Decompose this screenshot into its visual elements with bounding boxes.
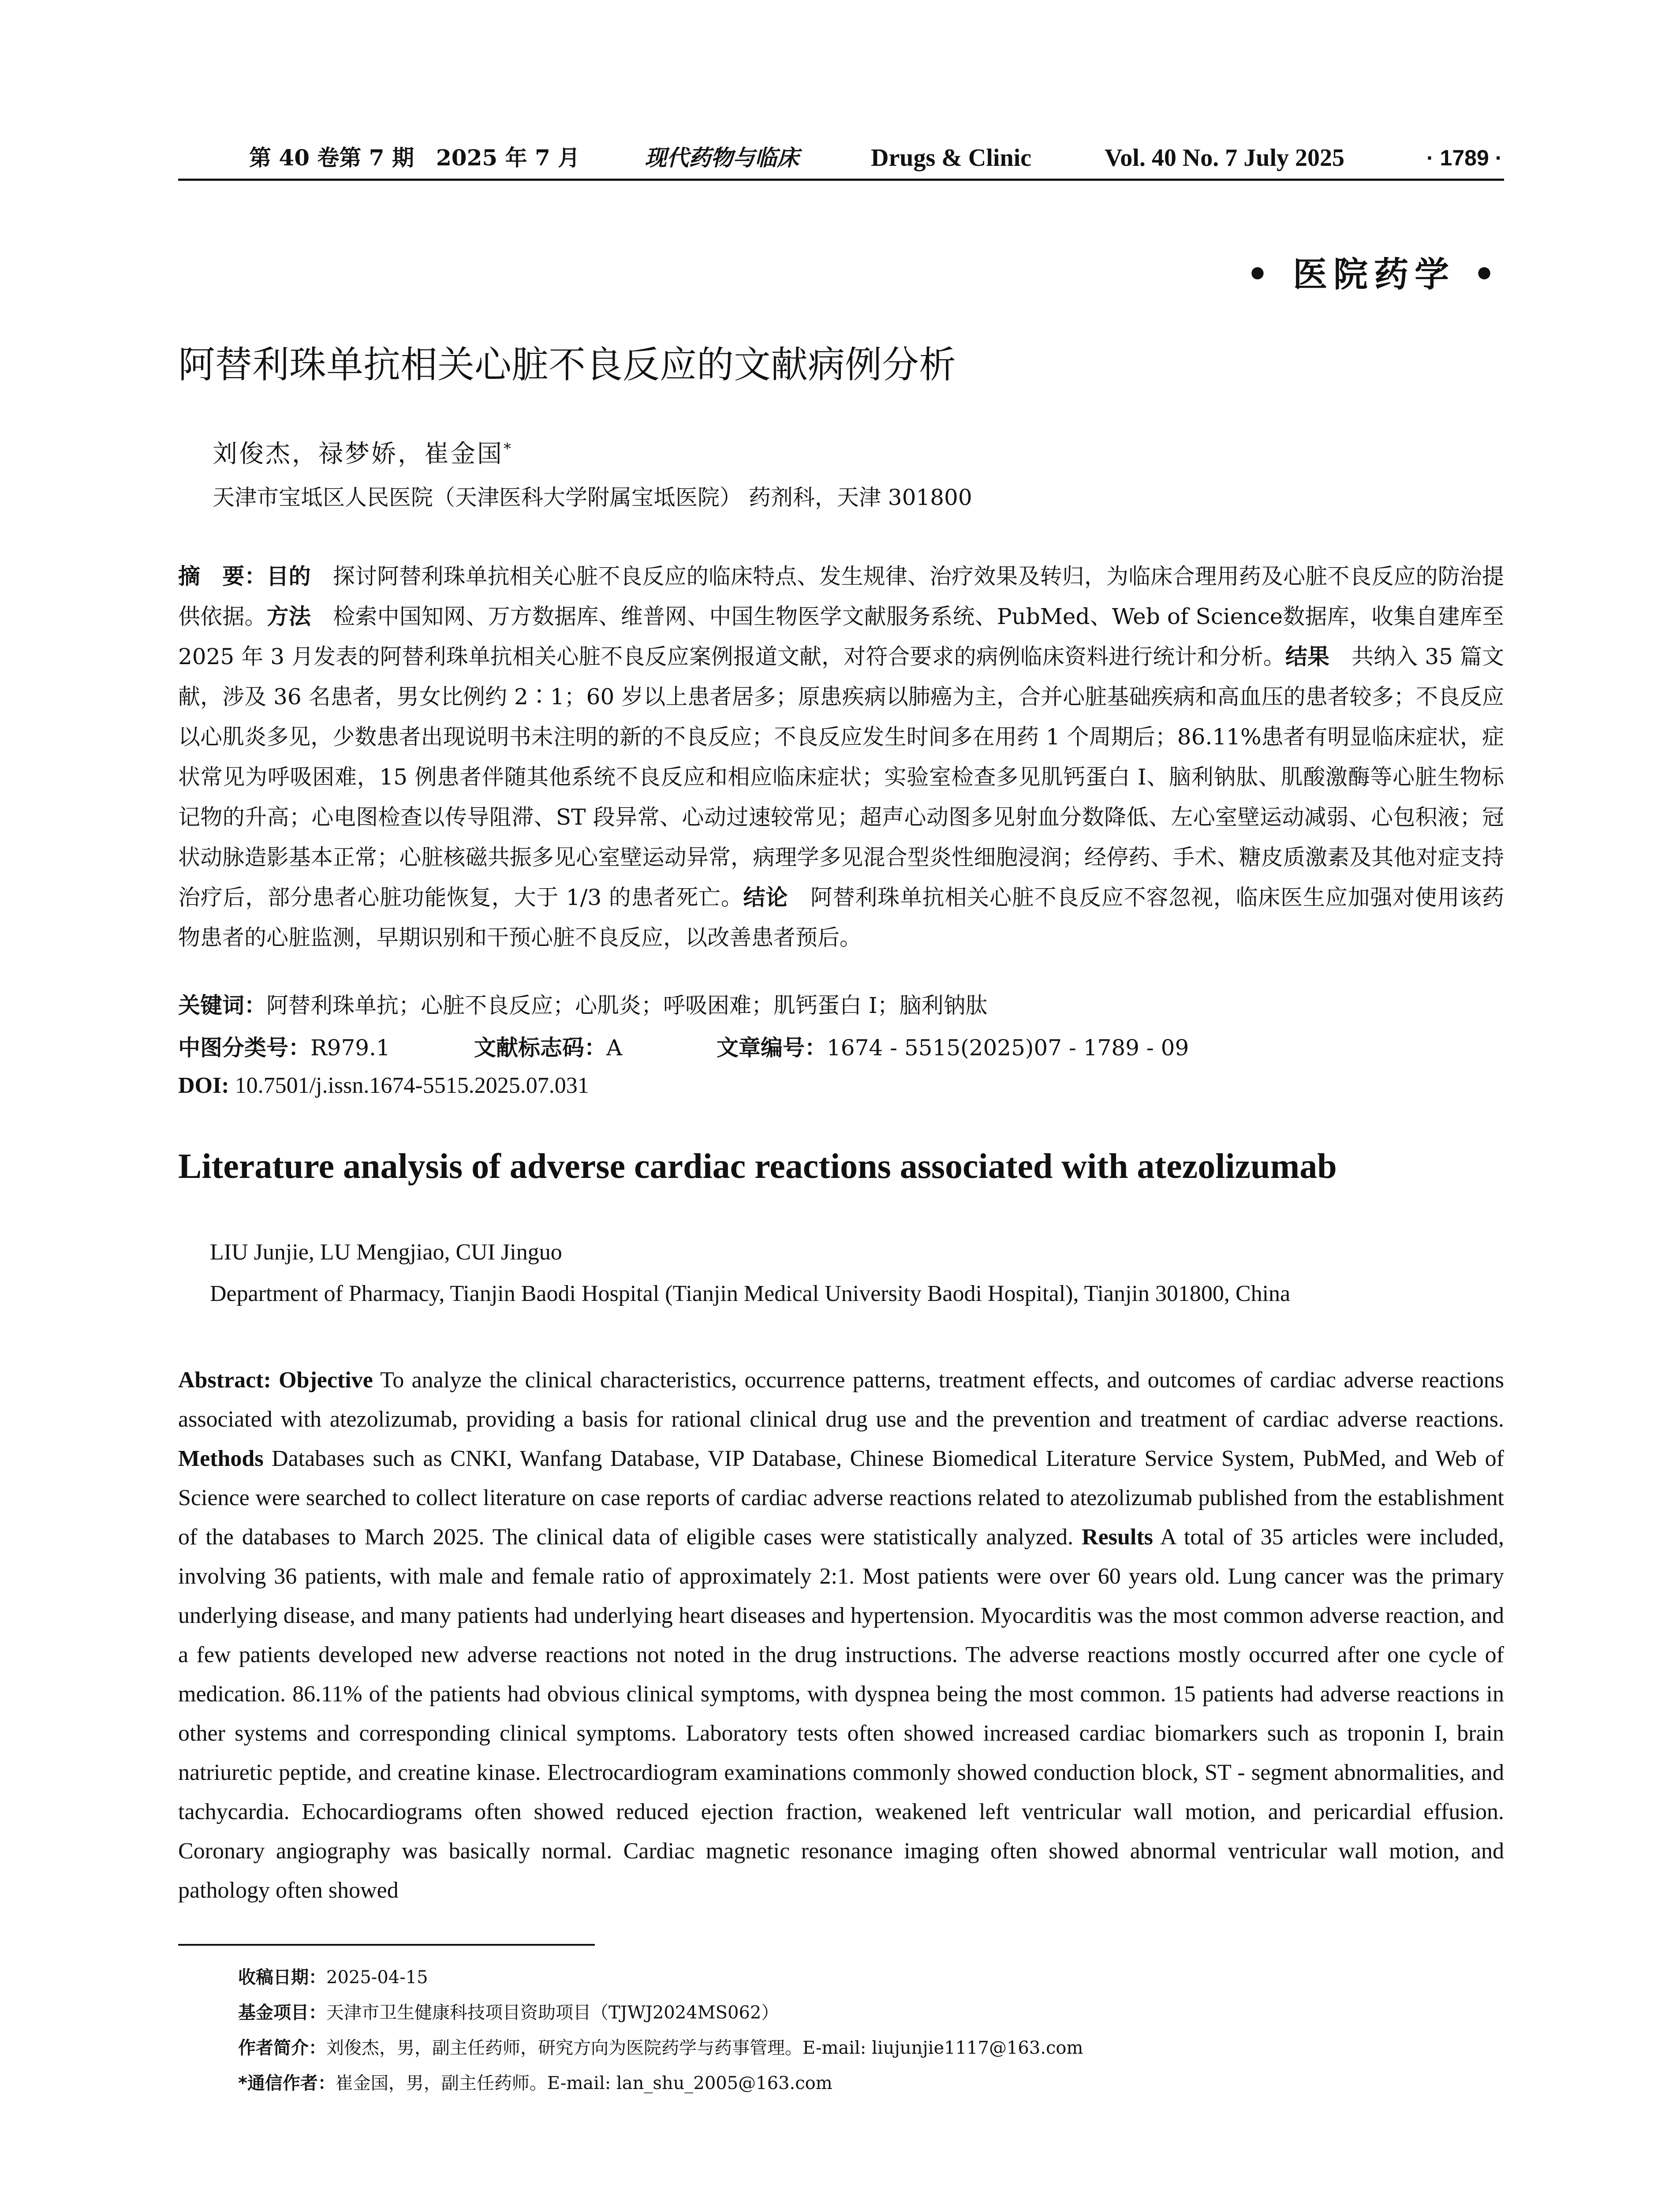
objective-text-en: To analyze the clinical characteristics, occurrence patterns, treatment effects, and outcomes of cardiac adverse reactions associated with atezolizumab, providing a basis for rational clinical drug use and the prevention and treatment of cardiac adverse reactions. [178,1368,1504,1432]
footnote-corresponding [238,2069,833,2094]
header-page-number: · 1789 · [1426,146,1503,170]
article-number-label: 文章编号： [717,1035,827,1061]
doc-code-value: A [606,1035,623,1061]
doc-code-line [474,1030,622,1062]
fund-value: 天津市卫生健康科技项目资助项目（TJWJ2024MS062） [326,2003,779,2023]
conclusion-text-cn: 阿替利珠单抗相关心脏不良反应不容忽视，临床医生应加强对使用该药物患者的心脏监测，早期识别和干预心脏不良反应，以改善患者预后。 [178,885,1505,950]
clc-label: 中图分类号： [178,1035,310,1061]
methods-text-cn: 检索中国知网、万方数据库、维普网、中国生物医学文献服务系统、PubMed、Web of Science数据库，收集自建库至 2025 年 3 月发表的阿替利珠单抗相关心脏不良反应案例报道文献，对符合要求的病例临床资料进行统计和分析。 [178,604,1505,669]
doc-code-label: 文献标志码： [474,1035,606,1061]
header-issue-cn: 第 40 卷第 7 期 2025 年 7 月 [249,145,580,171]
abstract-cn [178,557,1504,958]
corresponding-mark: * [504,440,513,458]
doi-line [178,1073,589,1099]
affiliation-en: Department of Pharmacy, Tianjin Baodi Hospital (Tianjin Medical University Baodi Hospital), Tianjin 301800, China [210,1281,1291,1306]
footnote-rule [178,1944,595,1946]
results-text-en: A total of 35 articles were included, involving 36 patients, with male and female ratio of approximately 2:1. Most patients were over 60 years old. Lung cancer was the primary underlying disease, and many patients had underlying heart diseases and hypertension. Myocarditis was the most common adverse reaction, and a few patients developed new adverse reactions not noted in the drug instructions. The adverse reactions mostly occurred after one cycle of medication. 86.11% of the patients had obvious clinical symptoms, with dyspnea being the most common. 15 patients had adverse reactions in other systems and corresponding clinical symptoms. Laboratory tests often showed increased cardiac biomarkers such as troponin I, brain natriuretic peptide, and creatine kinase. Electrocardiogram examinations commonly showed conduction block, ST - segment abnormalities, and tachycardia. Echocardiograms often showed reduced ejection fraction, weakened left ventricular wall motion, and pericardial effusion. Coronary angiography was basically normal. Cardiac magnetic resonance imaging often showed abnormal ventricular wall motion, and pathology often showed [178,1525,1505,1903]
clc-line [178,1030,390,1062]
keywords-label: 关键词： [178,993,266,1018]
footnote-received [238,1963,428,1988]
footnote-author [238,2034,1083,2059]
corresponding-label: *通信作者： [238,2073,336,2093]
header-rule [178,179,1504,181]
title-cn: 阿替利珠单抗相关心脏不良反应的文献病例分析 [178,343,956,386]
fund-label: 基金项目： [238,2003,326,2023]
methods-label-en: Methods [178,1446,264,1471]
header-journal-cn: 现代药物与临床 [645,145,799,171]
affiliation-cn: 天津市宝坻区人民医院（天津医科大学附属宝坻医院） 药剂科，天津 301800 [213,485,972,510]
methods-label-cn: 方法 [266,604,311,629]
conclusion-label-cn: 结论 [743,885,788,910]
authors-cn-names: 刘俊杰，禄梦娇，崔金国 [213,440,504,468]
clc-value: R979.1 [310,1035,390,1061]
author-bio-value: 刘俊杰，男，副主任药师，研究方向为医院药学与药事管理。E-mail: liujunjie1117@163.com [326,2038,1083,2058]
methods-text-en: Databases such as CNKI, Wanfang Database, VIP Database, Chinese Biomedical Literature Service System, PubMed, and Web of Science were searched to collect literature on case reports of cardiac adverse reactions related to atezolizumab published from the establishment of the databases to March 2025. The clinical data of eligible cases were statistically analyzed. [178,1446,1504,1550]
received-label: 收稿日期： [238,1967,326,1988]
author-bio-label: 作者简介： [238,2038,326,2058]
abstract-en [178,1360,1504,1910]
doi-label: DOI: [178,1073,229,1098]
section-tag: • 医院药学 • [1246,255,1501,295]
authors-en: LIU Junjie, LU Mengjiao, CUI Jinguo [210,1240,562,1265]
keywords-text: 阿替利珠单抗；心脏不良反应；心肌炎；呼吸困难；肌钙蛋白 I；脑利钠肽 [266,993,988,1018]
header-journal-en: Drugs & Clinic [871,144,1031,172]
abstract-cn-label: 摘 要： [178,564,267,589]
abstract-en-label: Abstract: Objective [178,1368,373,1393]
results-label-en: Results [1082,1525,1153,1550]
keywords-line [178,988,988,1020]
authors-cn [213,434,513,470]
title-en: Literature analysis of adverse cardiac reactions associated with atezolizumab [178,1147,1337,1186]
article-number-value: 1674 - 5515(2025)07 - 1789 - 09 [827,1035,1189,1061]
doi-value[interactable]: 10.7501/j.issn.1674-5515.2025.07.031 [229,1073,589,1098]
results-label-cn: 结果 [1285,644,1329,669]
received-value: 2025-04-15 [326,1967,428,1988]
objective-label-cn: 目的 [266,564,311,589]
header-issue-en: Vol. 40 No. 7 July 2025 [1105,144,1345,172]
footnote-fund [238,1999,779,2024]
article-number-line [717,1030,1189,1062]
corresponding-value: 崔金国，男，副主任药师。E-mail: lan_shu_2005@163.com [335,2073,833,2093]
objective-text-cn: 探讨阿替利珠单抗相关心脏不良反应的临床特点、发生规律、治疗效果及转归，为临床合理用药及心脏不良反应的防治提供依据。 [178,564,1505,629]
results-text-cn: 共纳入 35 篇文献，涉及 36 名患者，男女比例约 2∶1；60 岁以上患者居多；原患疾病以肺癌为主，合并心脏基础疾病和高血压的患者较多；不良反应以心肌炎多见，少数患者出现说明书未注明的新的不良反应；不良反应发生时间多在用药 1 个周期后；86.11%患者有明显临床症状，症状常见为呼吸困难，15 例患者伴随其他系统不良反应和相应临床症状；实验室检查多见肌钙蛋白 I、脑利钠肽、肌酸激酶等心脏生物标记物的升高；心电图检查以传导阻滞、ST 段异常、心动过速较常见；超声心动图多见射血分数降低、左心室壁运动减弱、心包积液；冠状动脉造影基本正常；心脏核磁共振多见心室壁运动异常，病理学多见混合型炎性细胞浸润；经停药、手术、糖皮质激素及其他对症支持治疗后，部分患者心脏功能恢复，大于 1/3 的患者死亡。 [178,644,1504,910]
